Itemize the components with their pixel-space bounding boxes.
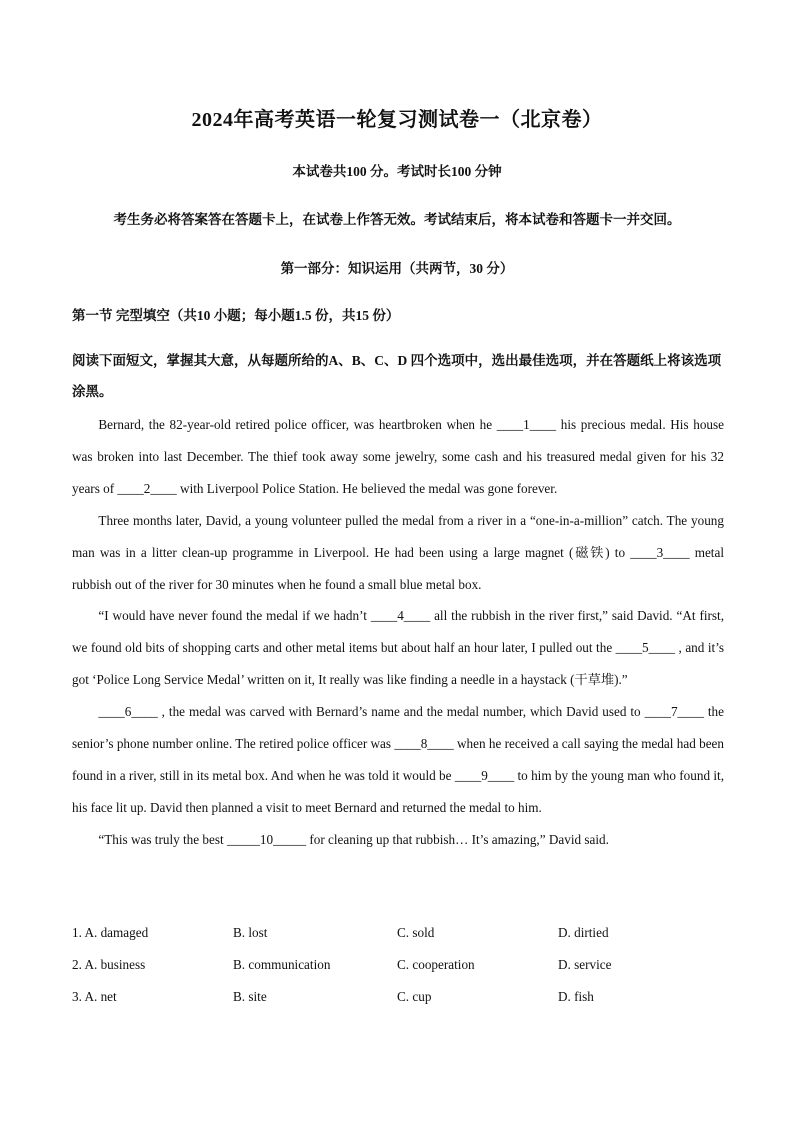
section-heading: 第一节 完型填空（共10 小题；每小题1.5 份，共15 份）: [72, 308, 400, 323]
cloze-passage: [72, 409, 724, 856]
exam-meta: 本试卷共100 分。考试时长100 分钟: [292, 164, 502, 179]
option-row-3: [72, 981, 724, 1013]
passage-paragraph: Three months later, David, a young volunteer pulled the medal from a river in a “one-in-a-million” catch. The young man was in a litter clean-up programme in Liverpool. He had been using a large magnet (磁铁) to ____3____ metal rubbish out of the river for 30 minutes when he found a small blue metal box.: [72, 512, 724, 592]
option-1b: B. lost: [233, 925, 268, 940]
option-3d: D. fish: [558, 989, 594, 1004]
option-3a: 3. A. net: [72, 989, 117, 1004]
option-row-2: [72, 949, 724, 981]
option-2a: 2. A. business: [72, 957, 146, 972]
passage-paragraph: “I would have never found the medal if we hadn’t ____4____ all the rubbish in the river first,” said David. “At first, we found old bits of shopping carts and other metal items but about half an hour later, I pulled out the ____5____ , and it’s got ‘Police Long Service Medal’ written on it, It really was like finding a needle in a haystack (干草堆).”: [72, 608, 724, 688]
passage-paragraph: ____6____ , the medal was carved with Bernard’s name and the medal number, which David used to ____7____ the senior’s phone number online. The retired police officer was ____8____ when he received a call saying the medal had been found in a river, still in its metal box. And when he was told it would be ____9____ to him by the young man who found it, his face lit up. David then planned a visit to meet Bernard and returned the medal to him.: [72, 704, 724, 815]
exam-title: 2024年高考英语一轮复习测试卷一（北京卷）: [191, 109, 603, 131]
option-3b: B. site: [233, 989, 267, 1004]
option-1d: D. dirtied: [558, 925, 609, 940]
exam-notice: 考生务必将答案答在答题卡上，在试卷上作答无效。考试结束后，将本试卷和答题卡一并交回。: [113, 212, 681, 227]
option-2c: C. cooperation: [397, 957, 475, 972]
option-1c: C. sold: [397, 925, 435, 940]
passage-paragraph: Bernard, the 82-year-old retired police officer, was heartbroken when he ____1____ his precious medal. His house was broken into last December. The thief took away some jewelry, some cash and his treasured medal given for his 32 years of ____2____ with Liverpool Police Station. He believed the medal was gone forever.: [72, 417, 724, 496]
answer-options: [72, 917, 724, 1013]
section-instructions: 阅读下面短文，掌握其大意，从每题所给的A、B、C、D 四个选项中，选出最佳选项，并在答题纸上将该选项涂黑。: [72, 353, 722, 399]
option-2b: B. communication: [233, 957, 331, 972]
passage-paragraph: “This was truly the best _____10_____ for cleaning up that rubbish… It’s amazing,” David said.: [98, 831, 609, 847]
option-1a: 1. A. damaged: [72, 925, 149, 940]
part-heading: 第一部分：知识运用（共两节，30 分）: [280, 261, 514, 276]
option-row-1: [72, 917, 724, 949]
option-3c: C. cup: [397, 989, 432, 1004]
option-2d: D. service: [558, 957, 612, 972]
